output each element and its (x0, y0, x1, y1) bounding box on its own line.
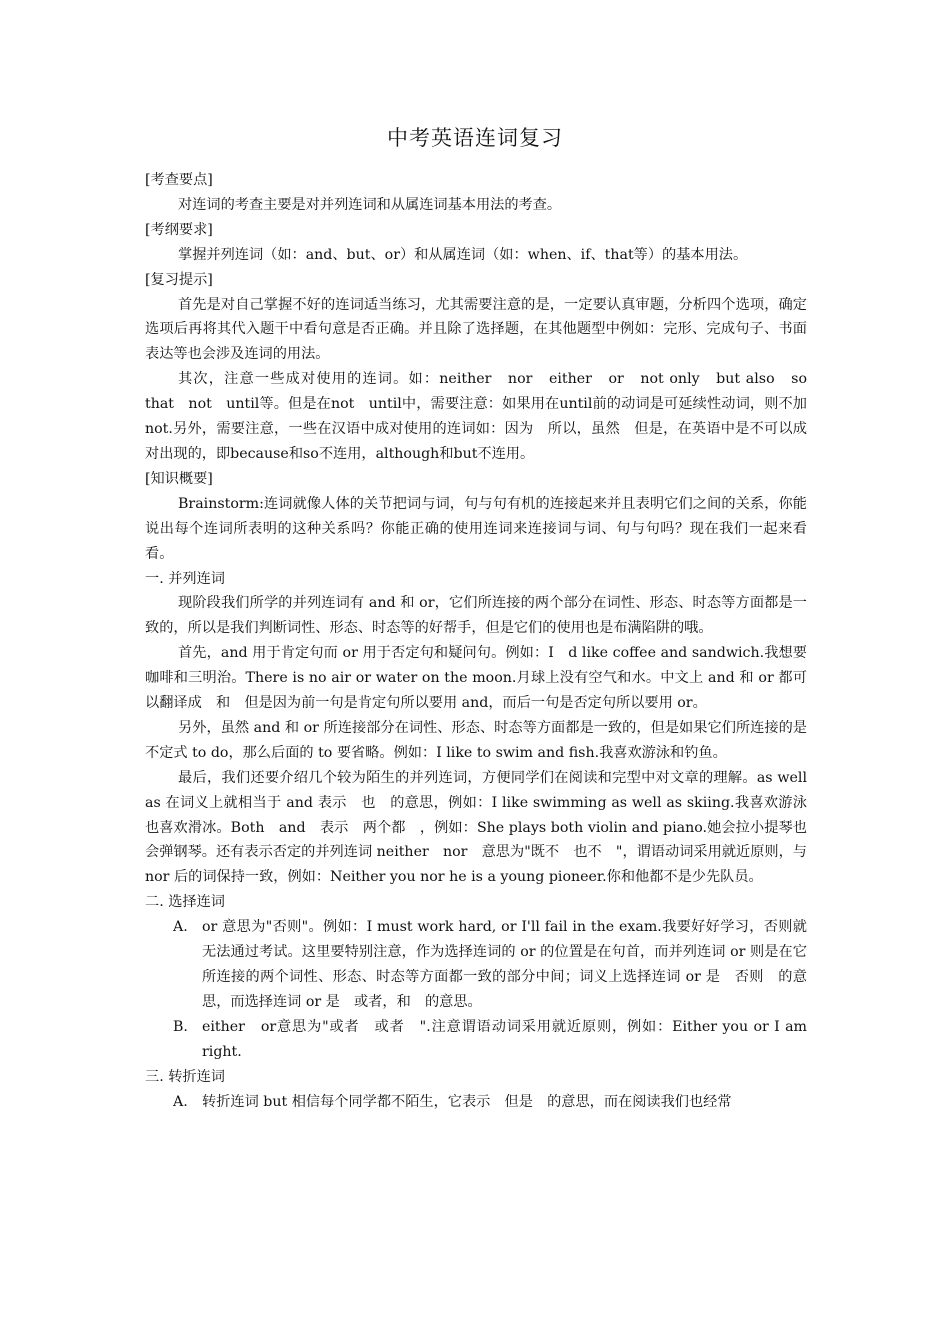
list-marker: A. (173, 1093, 188, 1110)
heading-overview: [知识概要] (145, 470, 213, 487)
heading-review-tips: [复习提示] (145, 271, 213, 288)
heading-key-points: [考查要点] (145, 172, 213, 188)
paragraph: 另外，虽然 and 和 or 所连接部分在词性、形态、时态等方面都是一致的，但是如果它们所连接的是不定式 to do，那么后面的 to 要省略。例如：I like to swim and fish.我喜欢游泳和钓鱼。 (145, 719, 807, 761)
list-item (145, 1090, 807, 1115)
document-body (145, 168, 822, 1114)
section-heading-coordinating: 一. 并列连词 (145, 570, 225, 587)
document-title: 中考英语连词复习 (387, 126, 563, 150)
paragraph: 最后，我们还要介绍几个较为陌生的并列连词，方便同学们在阅读和完型中对文章的理解。as well as 在词义上就相当于 and 表示 也 的意思，例如：I like swimming as well as skiing.我喜欢游泳也喜欢滑冰。Both and 表示 两个都 ，例如：She plays both violin and piano.她会拉小提琴也会弹钢琴。还有表示否定的并列连词 neither nor 意思为"既不 也不 "，谓语动词采用就近原则，与 nor 后的词保持一致，例如：Neither you nor he is a young pioneer.你和他都不是少先队员。 (145, 769, 807, 886)
list-item-text: either or意思为"或者 或者 ".注意谓语动词采用就近原则，例如：Either you or I am right. (202, 1018, 807, 1060)
list-item (145, 1015, 807, 1065)
section-heading-adversative: 三. 转折连词 (145, 1068, 225, 1085)
paragraph: 掌握并列连词（如：and、but、or）和从属连词（如：when、if、that等）的基本用法。 (178, 246, 748, 263)
list-marker: B. (173, 1018, 188, 1035)
paragraph: 首先，and 用于肯定句而 or 用于否定句和疑问句。例如：I d like coffee and sandwich.我想要咖啡和三明治。There is no air or water on the moon.月球上没有空气和水。中文上 and 和 or 都可以翻译成 和 但是因为前一句是肯定句所以要用 and，而后一句是否定句所以要用 or。 (145, 645, 807, 712)
list-marker: A. (173, 919, 188, 936)
paragraph: 对连词的考查主要是对并列连词和从属连词基本用法的考查。 (178, 196, 562, 213)
paragraph: Brainstorm:连词就像人体的关节把词与词，句与句有机的连接起来并且表明它们之间的关系，你能说出每个连词所表明的这种关系吗？你能正确的使用连词来连接词与词、句与句吗？现在我们一起来看看。 (145, 495, 807, 562)
paragraph: 其次，注意一些成对使用的连词。如：neither nor either or not only but also so that not until等。但是在not until中，需要注意：如果用在until前的动词是可延续性动词，则不加not.另外，需要注意，一些在汉语中成对使用的连词如：因为 所以，虽然 但是，在英语中是不可以成对出现的，即because和so不连用，although和but不连用。 (145, 371, 822, 462)
paragraph: 首先是对自己掌握不好的连词适当练习，尤其需要注意的是，一定要认真审题，分析四个选项，确定选项后再将其代入题干中看句意是否正确。并且除了选择题，在其他题型中例如：完形、完成句子、书面表达等也会涉及连词的用法。 (145, 296, 807, 363)
heading-syllabus: [考纲要求] (145, 221, 213, 238)
list-item-text: 转折连词 but 相信每个同学都不陌生，它表示 但是 的意思，而在阅读我们也经常 (202, 1093, 732, 1110)
section-heading-alternative: 二. 选择连词 (145, 894, 225, 911)
paragraph: 现阶段我们所学的并列连词有 and 和 or，它们所连接的两个部分在词性、形态、时态等方面都是一致的，所以是我们判断词性、形态、时态等的好帮手，但是它们的使用也是布满陷阱的哦。 (145, 595, 807, 637)
list-item-text: or 意思为"否则"。例如：I must work hard, or I'll fail in the exam.我要好好学习，否则就无法通过考试。这里要特别注意，作为选择连词的 or 的位置是在句首，而并列连词 or 则是在它所连接的两个词性、形态、时态等方面都一致的部分中间；词义上选择连词 or 是 否则 的意思，而选择连词 or 是 或者，和 的意思。 (202, 919, 807, 1010)
list-item (145, 915, 807, 1015)
